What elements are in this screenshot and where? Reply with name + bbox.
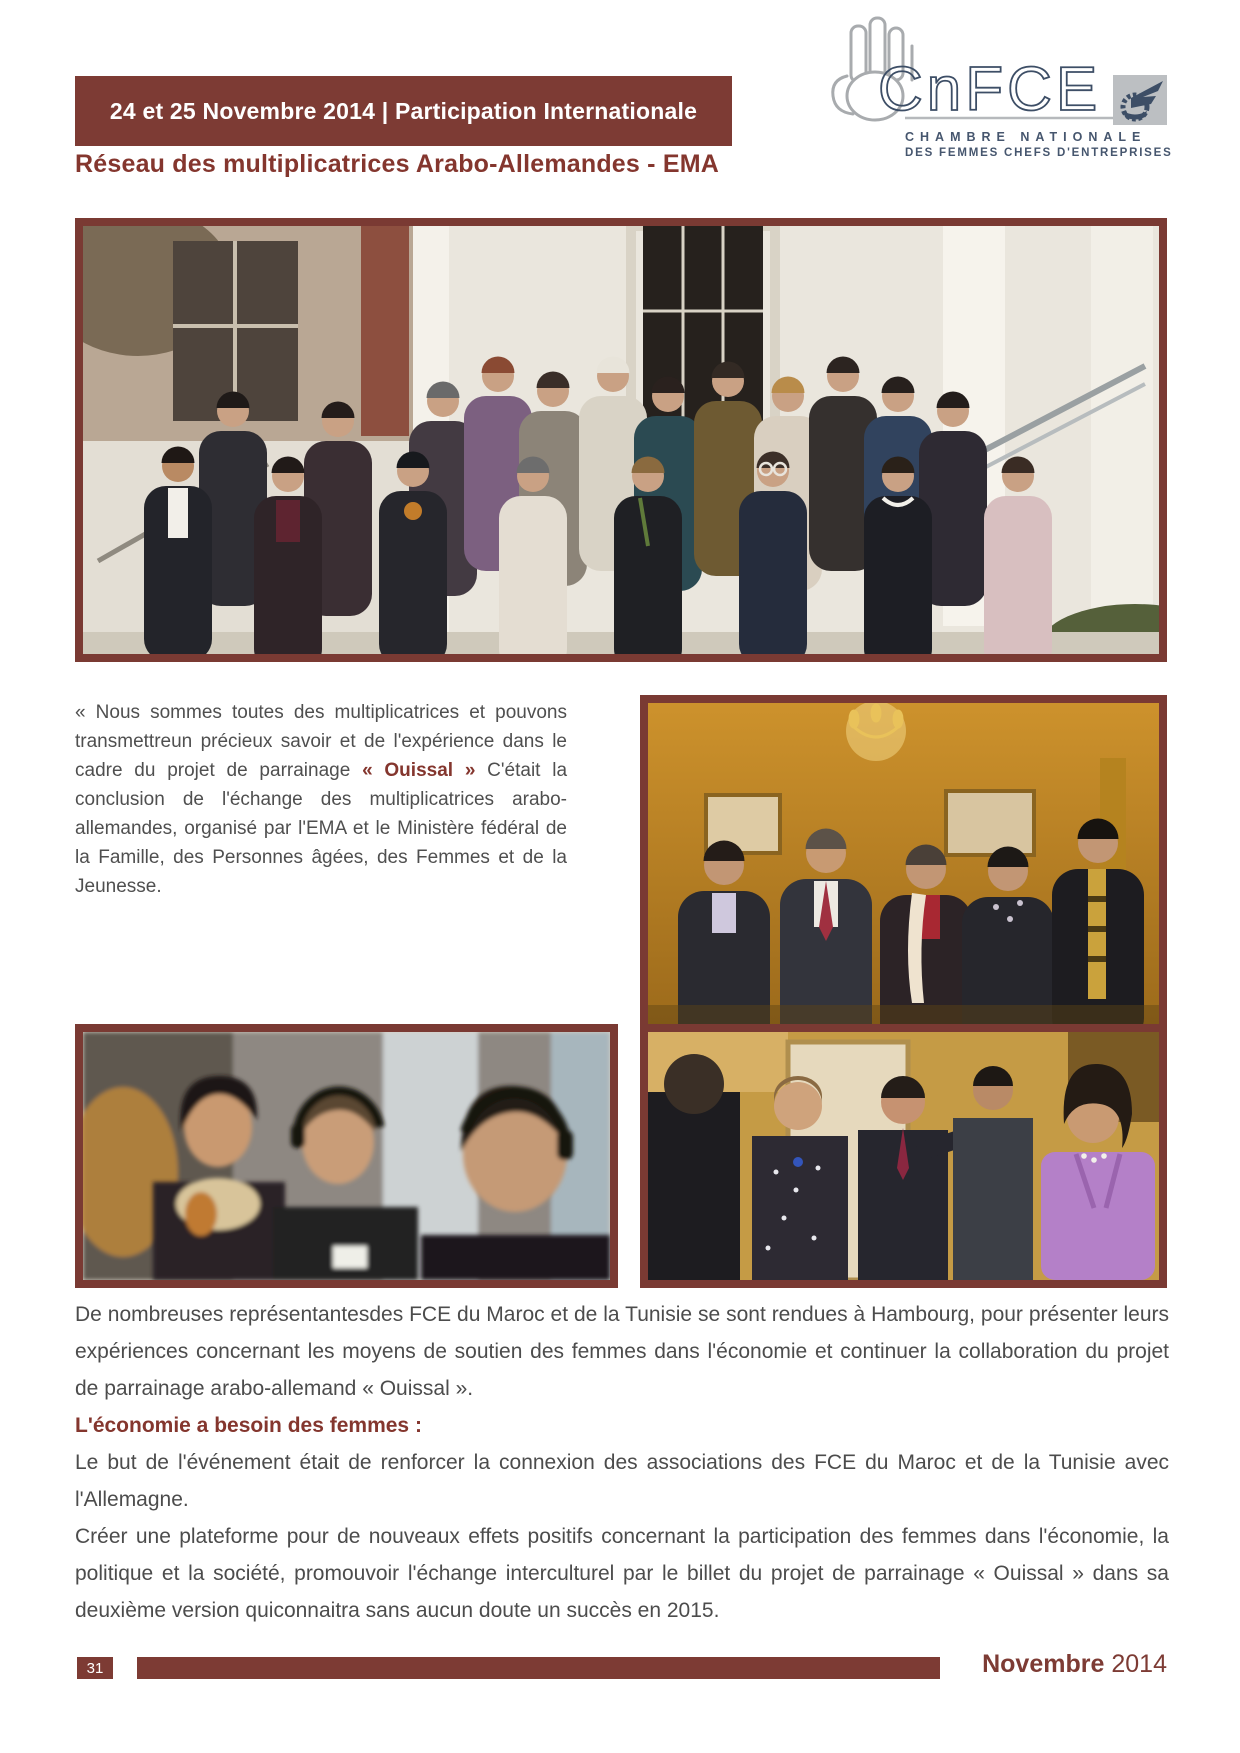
logo-line-1: CHAMBRE NATIONALE <box>905 130 1147 144</box>
intro-text-2: C'était la conclusion de l'échange des multiplicatrices arabo-allemandes, organisé par l'EMA et le Ministère fédéral de la Famille, des Personnes âgées, des Femmes et de la Jeunesse. <box>75 760 568 897</box>
header-banner-text: 24 et 25 Novembre 2014 | Participation Internationale <box>109 97 698 124</box>
header-banner <box>75 76 732 146</box>
logo-line-2: DES FEMMES CHEFS D'ENTREPRISES <box>905 147 1173 159</box>
page-number-badge <box>77 1657 113 1679</box>
footer-month: Novembre <box>982 1650 1105 1678</box>
ouissal-highlight: « Ouissal » <box>362 760 476 781</box>
intro-paragraph <box>75 698 567 901</box>
footer-rule-bar <box>137 1657 940 1679</box>
intro-text-1: « Nous sommes toutes des multiplicatrices et pouvons transmettreun précieux savoir et de l'expérience dans le cadre du projet de parrainage <box>75 702 567 781</box>
cnfce-logo <box>817 12 1177 162</box>
article-title: Réseau des multiplicatrices Arabo-Allemandes - EMA <box>75 150 719 178</box>
body-paragraph-2: Le but de l'événement était de renforcer la connexion des associations des FCE du Maroc et de la Tunisie avec l'Allemagne. <box>75 1451 1169 1511</box>
closeup-photo-image <box>83 1032 610 1280</box>
conversation-photo <box>640 1024 1167 1288</box>
body-heading: L'économie a besoin des femmes : <box>75 1414 422 1437</box>
footer-year: 2014 <box>1111 1650 1167 1678</box>
logo-wordmark: CnFCE <box>878 55 1102 124</box>
gear-wing-icon <box>1113 75 1167 125</box>
page-number: 31 <box>86 1659 104 1677</box>
closeup-photo <box>75 1024 618 1288</box>
meeting-photo-image <box>648 703 1159 1027</box>
group-photo <box>75 218 1167 662</box>
meeting-photo <box>640 695 1167 1035</box>
group-photo-image <box>83 226 1159 654</box>
body-paragraph-3: Créer une plateforme pour de nouveaux effets positifs concernant la participation des femmes dans l'économie, la politique et la société, promouvoir l'échange interculturel par le billet du projet de parrainage « Ouissal » dans sa deuxième version quiconnaitra sans aucun doute un succès en 2015. <box>75 1525 1169 1622</box>
cnfce-logo-graphic <box>817 12 1177 162</box>
article-body <box>75 1296 1169 1629</box>
conversation-photo-image <box>648 1032 1159 1280</box>
footer-date <box>982 1650 1167 1679</box>
body-paragraph-1: De nombreuses représentantesdes FCE du Maroc et de la Tunisie se sont rendues à Hambourg, pour présenter leurs expériences concernant les moyens de soutien des femmes dans l'économie et continuer la collaboration du projet de parrainage arabo-allemand « Ouissal ». <box>75 1303 1169 1400</box>
